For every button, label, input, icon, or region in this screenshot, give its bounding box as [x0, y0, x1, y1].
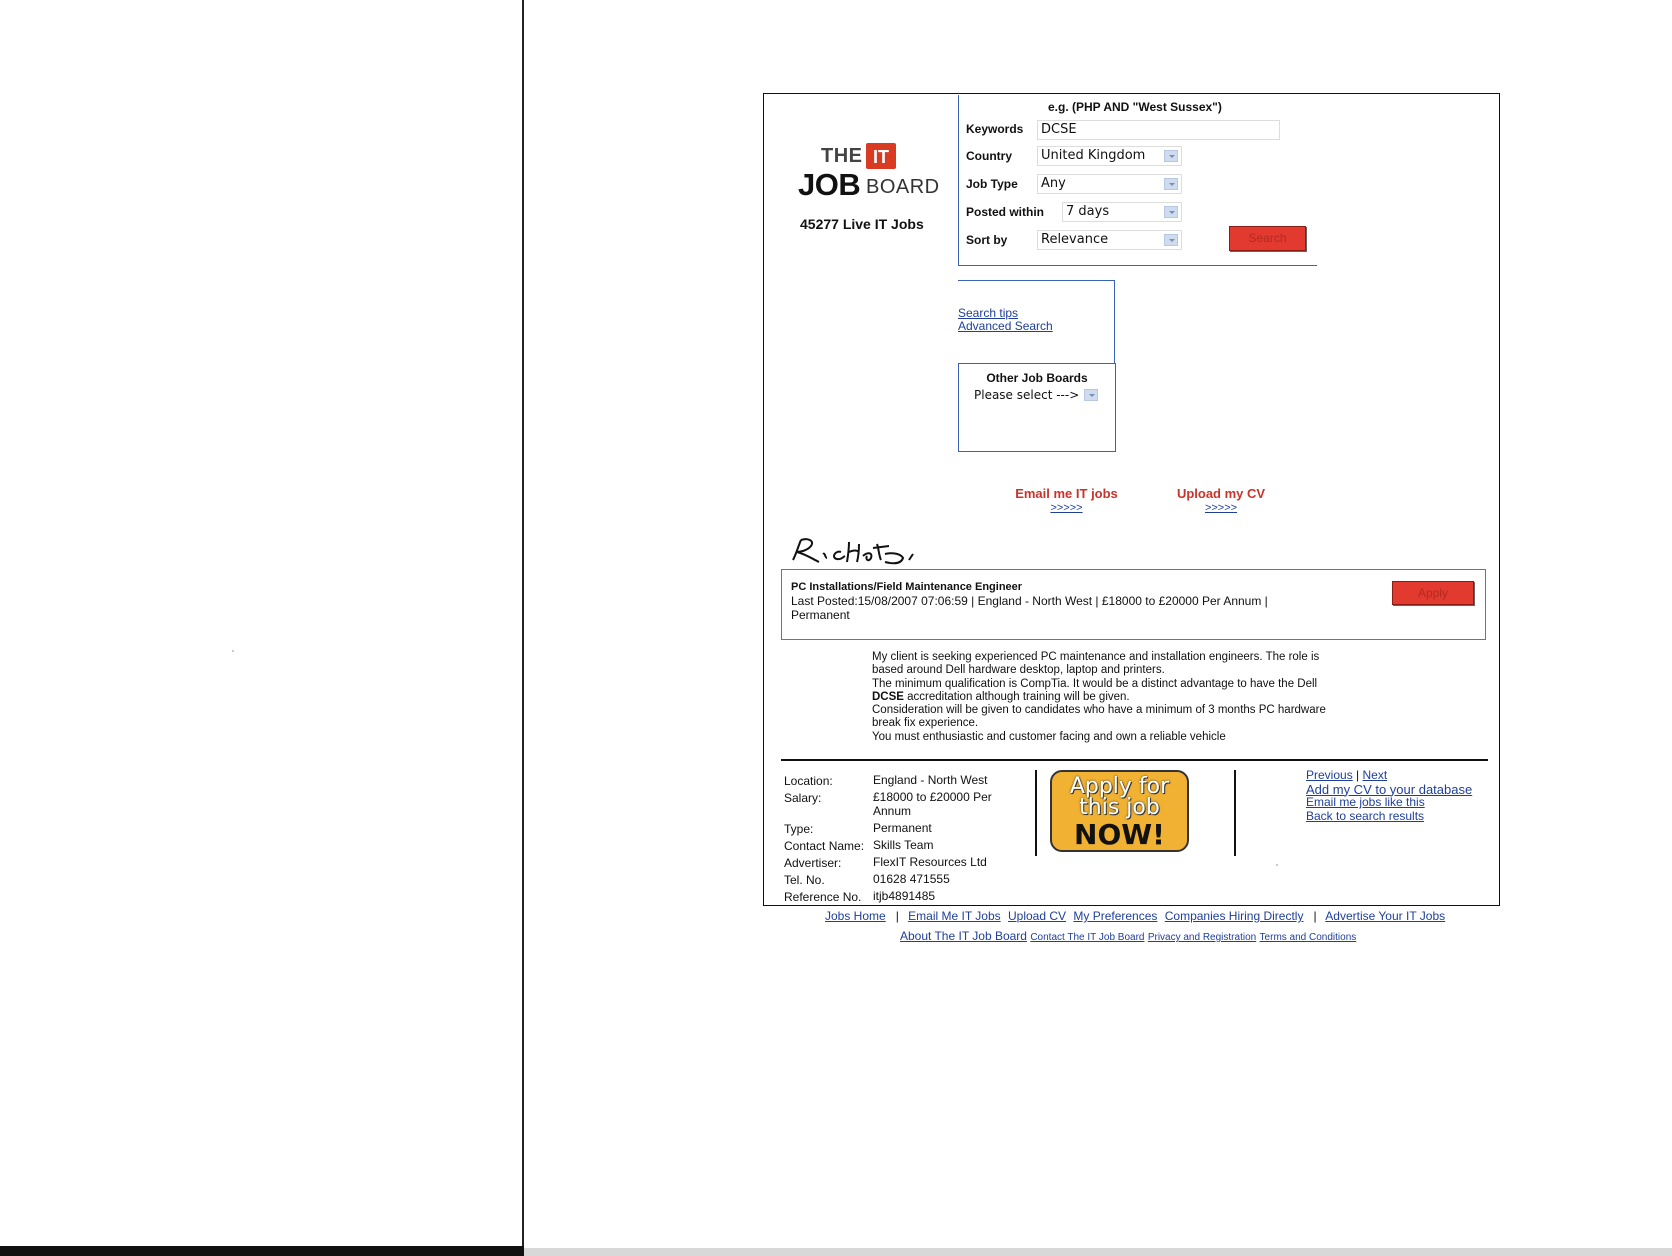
divider-vertical: [1234, 770, 1236, 856]
job-description: [872, 651, 1352, 744]
footer-separator: |: [895, 909, 899, 923]
footer-separator: |: [1313, 909, 1317, 923]
posted-within-label: Posted within: [966, 205, 1044, 219]
other-job-boards-title: Other Job Boards: [986, 371, 1088, 385]
upload-cv-link[interactable]: [1175, 486, 1267, 514]
description-text: The minimum qualification is CompTia. It would be a distinct advantage to have the Dell: [872, 677, 1318, 690]
detail-value: itjb4891485: [873, 889, 936, 903]
detail-value: England - North West: [873, 773, 988, 787]
posted-within-select[interactable]: [1062, 202, 1182, 222]
detail-label: Location:: [784, 774, 833, 788]
detail-label: Reference No.: [784, 890, 862, 904]
detail-label: Advertiser:: [784, 856, 842, 870]
advanced-search-link[interactable]: Advanced Search: [958, 319, 1053, 333]
footer-privacy-link[interactable]: Privacy and Registration: [1147, 932, 1257, 943]
description-line: Consideration will be given to candidates who have a minimum of 3 months PC hardware break fix experience.: [872, 704, 1326, 730]
live-jobs-count: 45277 Live IT Jobs: [800, 216, 924, 232]
other-job-boards-value: Please select --->: [974, 388, 1080, 402]
job-title[interactable]: PC Installations/Field Maintenance Engineer: [791, 581, 1023, 593]
scan-edge: [0, 1246, 524, 1256]
apply-now-button[interactable]: [1050, 770, 1189, 852]
country-value: United Kingdom: [1041, 148, 1146, 163]
other-job-boards-box: [958, 363, 1116, 452]
footer-about-link[interactable]: About The IT Job Board: [900, 929, 1027, 943]
divider-vertical: [1035, 770, 1037, 856]
chevron-down-icon: [1084, 389, 1098, 401]
scan-speck: [232, 650, 234, 652]
description-line: [872, 678, 1352, 705]
footer-advertise-link[interactable]: Advertise Your IT Jobs: [1325, 909, 1446, 923]
job-meta: Last Posted:15/08/2007 07:06:59 | England - North West | £18000 to £20000 Per Annum | Permanent: [791, 594, 1268, 622]
footer-preferences-link[interactable]: My Preferences: [1073, 909, 1158, 923]
email-jobs-like-link[interactable]: Email me jobs like this: [1306, 795, 1425, 809]
logo-it: IT: [866, 143, 896, 169]
apply-now-text: this job: [1079, 795, 1160, 820]
previous-link[interactable]: Previous: [1306, 768, 1353, 782]
detail-label: Type:: [784, 822, 814, 836]
description-bold: DCSE: [872, 690, 904, 703]
description-line: My client is seeking experienced PC maintenance and installation engineers. The role is based around Dell hardware desktop, laptop and printers.: [872, 651, 1320, 677]
search-tips-link[interactable]: Search tips: [958, 306, 1019, 320]
logo-job: JOB: [798, 167, 861, 202]
chevron-down-icon: [1164, 178, 1178, 190]
email-arrows-link[interactable]: >>>>>: [1050, 502, 1083, 514]
detail-value: £18000 to £20000 Per Annum: [873, 790, 992, 818]
sort-by-value: Relevance: [1041, 232, 1109, 247]
divider: [781, 759, 1488, 761]
chevron-down-icon: [1164, 206, 1178, 218]
footer-companies-link[interactable]: Companies Hiring Directly: [1164, 909, 1304, 923]
keywords-label: Keywords: [966, 122, 1024, 136]
chevron-down-icon: [1164, 150, 1178, 162]
job-summary-box: [781, 569, 1486, 640]
detail-value: Skills Team: [873, 838, 934, 852]
pipe-separator: |: [1356, 768, 1360, 782]
sort-by-label: Sort by: [966, 233, 1008, 247]
chevron-down-icon: [1164, 234, 1178, 246]
search-links-box: [958, 280, 1115, 363]
search-hint: e.g. (PHP AND "West Sussex"): [1048, 100, 1222, 114]
next-link[interactable]: Next: [1362, 768, 1388, 782]
site-logo[interactable]: [798, 145, 940, 205]
search-button[interactable]: Search: [1229, 226, 1306, 251]
posted-within-value: 7 days: [1066, 204, 1110, 219]
detail-label: Tel. No.: [784, 873, 825, 887]
detail-value: Permanent: [873, 821, 932, 835]
keywords-input[interactable]: [1037, 120, 1280, 140]
email-me-jobs-label: Email me IT jobs: [1015, 486, 1118, 501]
footer-email-jobs-link[interactable]: Email Me IT Jobs: [908, 909, 1001, 923]
apply-now-text: Apply for: [1069, 774, 1170, 799]
scan-edge-gray: [524, 1248, 1672, 1256]
footer-contact-link[interactable]: Contact The IT Job Board: [1030, 932, 1145, 943]
country-select[interactable]: [1037, 146, 1182, 166]
jobtype-select[interactable]: [1037, 174, 1182, 194]
add-cv-link[interactable]: Add my CV to your database: [1306, 781, 1473, 797]
sort-by-select[interactable]: [1037, 230, 1182, 250]
other-job-boards-select[interactable]: [974, 386, 1104, 404]
footer-terms-link[interactable]: Terms and Conditions: [1259, 932, 1357, 943]
apply-now-line3: NOW!: [1074, 818, 1165, 851]
keywords-value: DCSE: [1041, 122, 1077, 137]
detail-value: 01628 471555: [873, 872, 950, 886]
detail-label: Salary:: [784, 791, 822, 805]
description-line: You must enthusiastic and customer facing and own a reliable vehicle: [872, 730, 1226, 743]
footer-secondary: [900, 929, 1356, 943]
detail-label: Contact Name:: [784, 839, 865, 853]
footer-nav: [825, 909, 1449, 923]
job-nav-links: [1306, 769, 1472, 823]
upload-arrows-link[interactable]: >>>>>: [1204, 502, 1238, 514]
email-me-jobs-link[interactable]: [1015, 486, 1118, 514]
detail-value: FlexIT Resources Ltd: [873, 855, 987, 869]
left-blank-page: [0, 0, 524, 1246]
prev-next-row: [1306, 769, 1472, 783]
apply-now-line1: [1052, 776, 1187, 818]
jobtype-label: Job Type: [966, 177, 1018, 191]
logo-board: BOARD: [866, 176, 940, 198]
logo-the: THE: [821, 145, 863, 167]
description-text: accreditation although training will be given.: [903, 690, 1130, 703]
apply-button[interactable]: Apply: [1392, 581, 1474, 605]
footer-jobs-home-link[interactable]: Jobs Home: [825, 909, 886, 923]
back-to-results-link[interactable]: Back to search results: [1306, 808, 1425, 823]
footer-upload-cv-link[interactable]: Upload CV: [1008, 909, 1067, 923]
country-label: Country: [966, 149, 1012, 163]
upload-cv-label: Upload my CV: [1176, 486, 1266, 501]
jobtype-value: Any: [1041, 176, 1066, 191]
